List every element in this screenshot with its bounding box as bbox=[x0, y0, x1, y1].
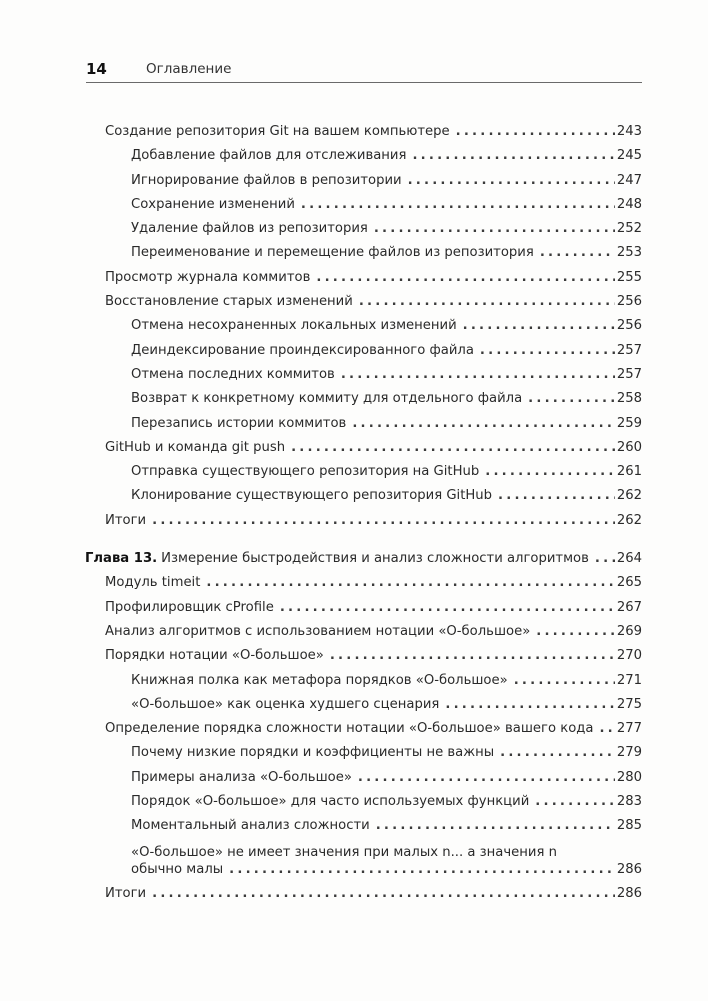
toc-entry[interactable] bbox=[105, 440, 642, 464]
toc-entry[interactable] bbox=[105, 124, 642, 148]
toc-entry-title: Порядки нотации «О-большое» bbox=[105, 648, 324, 664]
toc-entry-title-line2: обычно малы bbox=[131, 861, 224, 877]
dot-leader bbox=[352, 416, 615, 431]
toc-entry-page: 256 bbox=[616, 294, 642, 310]
running-title: Оглавление bbox=[146, 61, 232, 77]
toc-entry-title: Почему низкие порядки и коэффициенты не важны bbox=[131, 745, 495, 761]
toc-entry-title: Анализ алгоритмов с использованием нотации «О-большое» bbox=[105, 623, 531, 639]
toc-entry[interactable] bbox=[105, 488, 642, 512]
toc-entry-title: «О-большое» как оценка худшего сценария bbox=[131, 696, 440, 712]
dot-leader bbox=[316, 270, 614, 285]
toc-entry[interactable] bbox=[105, 721, 642, 745]
toc-entry-page: 267 bbox=[616, 599, 642, 615]
dot-leader bbox=[412, 148, 614, 163]
toc-entry-page: 275 bbox=[616, 696, 642, 712]
toc-entry-title-line1: «О-большое» не имеет значения при малых n... а значения n bbox=[131, 844, 557, 860]
dot-leader bbox=[301, 197, 615, 212]
toc-section-git bbox=[105, 124, 642, 537]
toc-entry-title: Возврат к конкретному коммиту для отдельного файла bbox=[131, 391, 523, 407]
toc-entry-page: 253 bbox=[616, 245, 642, 261]
dot-leader bbox=[514, 673, 615, 688]
toc-entry-page: 255 bbox=[616, 269, 642, 285]
toc-entry-page: 259 bbox=[616, 415, 642, 431]
toc-entry-title: Порядок «О-большое» для часто используемых функций bbox=[131, 794, 530, 810]
toc-entry[interactable] bbox=[105, 575, 642, 599]
toc-entry-title: Итоги bbox=[105, 512, 147, 528]
toc-entry[interactable] bbox=[105, 794, 642, 818]
toc-entry-page: 269 bbox=[616, 623, 642, 639]
dot-leader bbox=[358, 770, 615, 785]
toc-entry-title: Удаление файлов из репозитория bbox=[131, 221, 368, 237]
toc-entry-page: 260 bbox=[616, 439, 642, 455]
dot-leader bbox=[599, 721, 614, 736]
toc-entry-title: Добавление файлов для отслеживания bbox=[131, 148, 407, 164]
toc-entry[interactable] bbox=[105, 270, 642, 294]
dot-leader bbox=[408, 173, 615, 188]
toc-chapter-13[interactable] bbox=[85, 551, 642, 575]
dot-leader bbox=[500, 745, 615, 760]
toc-entry-title: Определение порядка сложности нотации «О-большое» вашего кода bbox=[105, 721, 594, 737]
toc-entry-title: Отправка существующего репозитория на GitHub bbox=[131, 464, 480, 480]
toc-entry-title: Сохранение изменений bbox=[131, 196, 295, 212]
page-number: 14 bbox=[86, 60, 107, 78]
toc-entry-title: Деиндексирование проиндексированного файла bbox=[131, 342, 474, 358]
toc-entry[interactable] bbox=[105, 464, 642, 488]
toc-entry-page: 262 bbox=[616, 488, 642, 504]
toc-entry-page: 285 bbox=[616, 818, 642, 834]
toc-entry-page: 286 bbox=[616, 861, 642, 877]
toc-entry[interactable] bbox=[105, 673, 642, 697]
dot-leader bbox=[152, 513, 615, 528]
dot-leader bbox=[229, 862, 615, 877]
dot-leader bbox=[330, 648, 615, 663]
toc-entry-title: Модуль timeit bbox=[105, 575, 201, 591]
dot-leader bbox=[152, 886, 615, 901]
toc-entry-page: 243 bbox=[616, 124, 642, 139]
toc-entry-page: 262 bbox=[616, 512, 642, 528]
toc-entry-title: Клонирование существующего репозитория GitHub bbox=[131, 488, 493, 504]
toc-entry-page: 256 bbox=[616, 318, 642, 334]
toc-entry-page: 261 bbox=[616, 464, 642, 480]
toc-entry[interactable] bbox=[105, 416, 642, 440]
table-of-contents bbox=[85, 124, 642, 910]
toc-entry-page: 257 bbox=[616, 342, 642, 358]
toc-entry[interactable] bbox=[105, 343, 642, 367]
toc-entry-title: Профилировщик cProfile bbox=[105, 599, 274, 615]
dot-leader bbox=[445, 697, 614, 712]
toc-entry-title: Отмена несохраненных локальных изменений bbox=[131, 318, 457, 334]
dot-leader bbox=[359, 294, 615, 309]
dot-leader bbox=[280, 600, 615, 615]
toc-entry-page: 279 bbox=[616, 745, 642, 761]
toc-entry-page: 265 bbox=[616, 575, 642, 591]
dot-leader bbox=[485, 464, 615, 479]
toc-entry-page: 280 bbox=[616, 769, 642, 785]
dot-leader bbox=[535, 794, 615, 809]
dot-leader bbox=[595, 551, 615, 566]
toc-entry-title: Создание репозитория Git на вашем компьютере bbox=[105, 124, 450, 139]
chapter-label: Глава 13. bbox=[85, 551, 158, 567]
dot-leader bbox=[498, 488, 615, 503]
toc-entry[interactable] bbox=[105, 294, 642, 318]
toc-section-big-o bbox=[105, 575, 642, 842]
dot-leader bbox=[291, 440, 615, 455]
toc-entry[interactable] bbox=[105, 770, 642, 794]
toc-entry-page: 283 bbox=[616, 794, 642, 810]
toc-entry[interactable] bbox=[105, 697, 642, 721]
toc-entry-title: Восстановление старых изменений bbox=[105, 294, 353, 310]
toc-entry-title: Переименование и перемещение файлов из репозитория bbox=[131, 245, 534, 261]
toc-entry-title: Итоги bbox=[105, 885, 147, 901]
dot-leader bbox=[480, 343, 615, 358]
toc-entry[interactable] bbox=[105, 745, 642, 769]
toc-entry[interactable] bbox=[105, 600, 642, 624]
toc-entry[interactable] bbox=[105, 513, 642, 537]
dot-leader bbox=[536, 624, 615, 639]
toc-entry[interactable] bbox=[105, 148, 642, 172]
toc-entry-page: 258 bbox=[616, 391, 642, 407]
toc-entry-page: 270 bbox=[616, 648, 642, 664]
toc-entry[interactable] bbox=[105, 367, 642, 391]
page-header bbox=[86, 58, 642, 83]
toc-entry-page: 252 bbox=[616, 221, 642, 237]
toc-entry-title: Игнорирование файлов в репозитории bbox=[131, 172, 402, 188]
toc-entry[interactable] bbox=[105, 843, 642, 886]
toc-entry-title: Просмотр журнала коммитов bbox=[105, 269, 311, 285]
toc-entry-title: Примеры анализа «О-большое» bbox=[131, 769, 352, 785]
dot-leader bbox=[463, 318, 615, 333]
toc-entry-title: Моментальный анализ сложности bbox=[131, 818, 370, 834]
toc-entry-title: Книжная полка как метафора порядков «О-большое» bbox=[131, 672, 508, 688]
toc-entry[interactable] bbox=[105, 221, 642, 245]
chapter-title: Измерение быстродействия и анализ сложности алгоритмов bbox=[161, 551, 589, 567]
toc-entry[interactable] bbox=[105, 318, 642, 342]
toc-entry-page: 248 bbox=[616, 196, 642, 212]
toc-entry[interactable] bbox=[105, 391, 642, 415]
toc-entry-page: 257 bbox=[616, 366, 642, 382]
toc-entry-page: 264 bbox=[616, 551, 642, 567]
dot-leader bbox=[540, 245, 615, 260]
toc-entry[interactable] bbox=[105, 197, 642, 221]
toc-entry-title: GitHub и команда git push bbox=[105, 439, 286, 455]
dot-leader bbox=[374, 221, 615, 236]
toc-entry[interactable] bbox=[105, 818, 642, 842]
toc-entry[interactable] bbox=[105, 648, 642, 672]
toc-entry-title: Перезапись истории коммитов bbox=[131, 415, 347, 431]
toc-entry[interactable] bbox=[105, 245, 642, 269]
toc-entry-page: 277 bbox=[616, 721, 642, 737]
dot-leader bbox=[206, 575, 614, 590]
toc-entry[interactable] bbox=[105, 624, 642, 648]
toc-entry-summary[interactable] bbox=[105, 886, 642, 910]
dot-leader bbox=[341, 367, 615, 382]
toc-entry-page: 245 bbox=[616, 148, 642, 164]
dot-leader bbox=[376, 818, 615, 833]
toc-entry-page: 286 bbox=[616, 885, 642, 901]
toc-entry-title: Отмена последних коммитов bbox=[131, 366, 335, 382]
dot-leader bbox=[456, 124, 615, 139]
toc-entry[interactable] bbox=[105, 173, 642, 197]
dot-leader bbox=[528, 391, 615, 406]
toc-entry-page: 271 bbox=[616, 672, 642, 688]
toc-entry-title bbox=[85, 551, 589, 566]
toc-entry-page: 247 bbox=[616, 172, 642, 188]
